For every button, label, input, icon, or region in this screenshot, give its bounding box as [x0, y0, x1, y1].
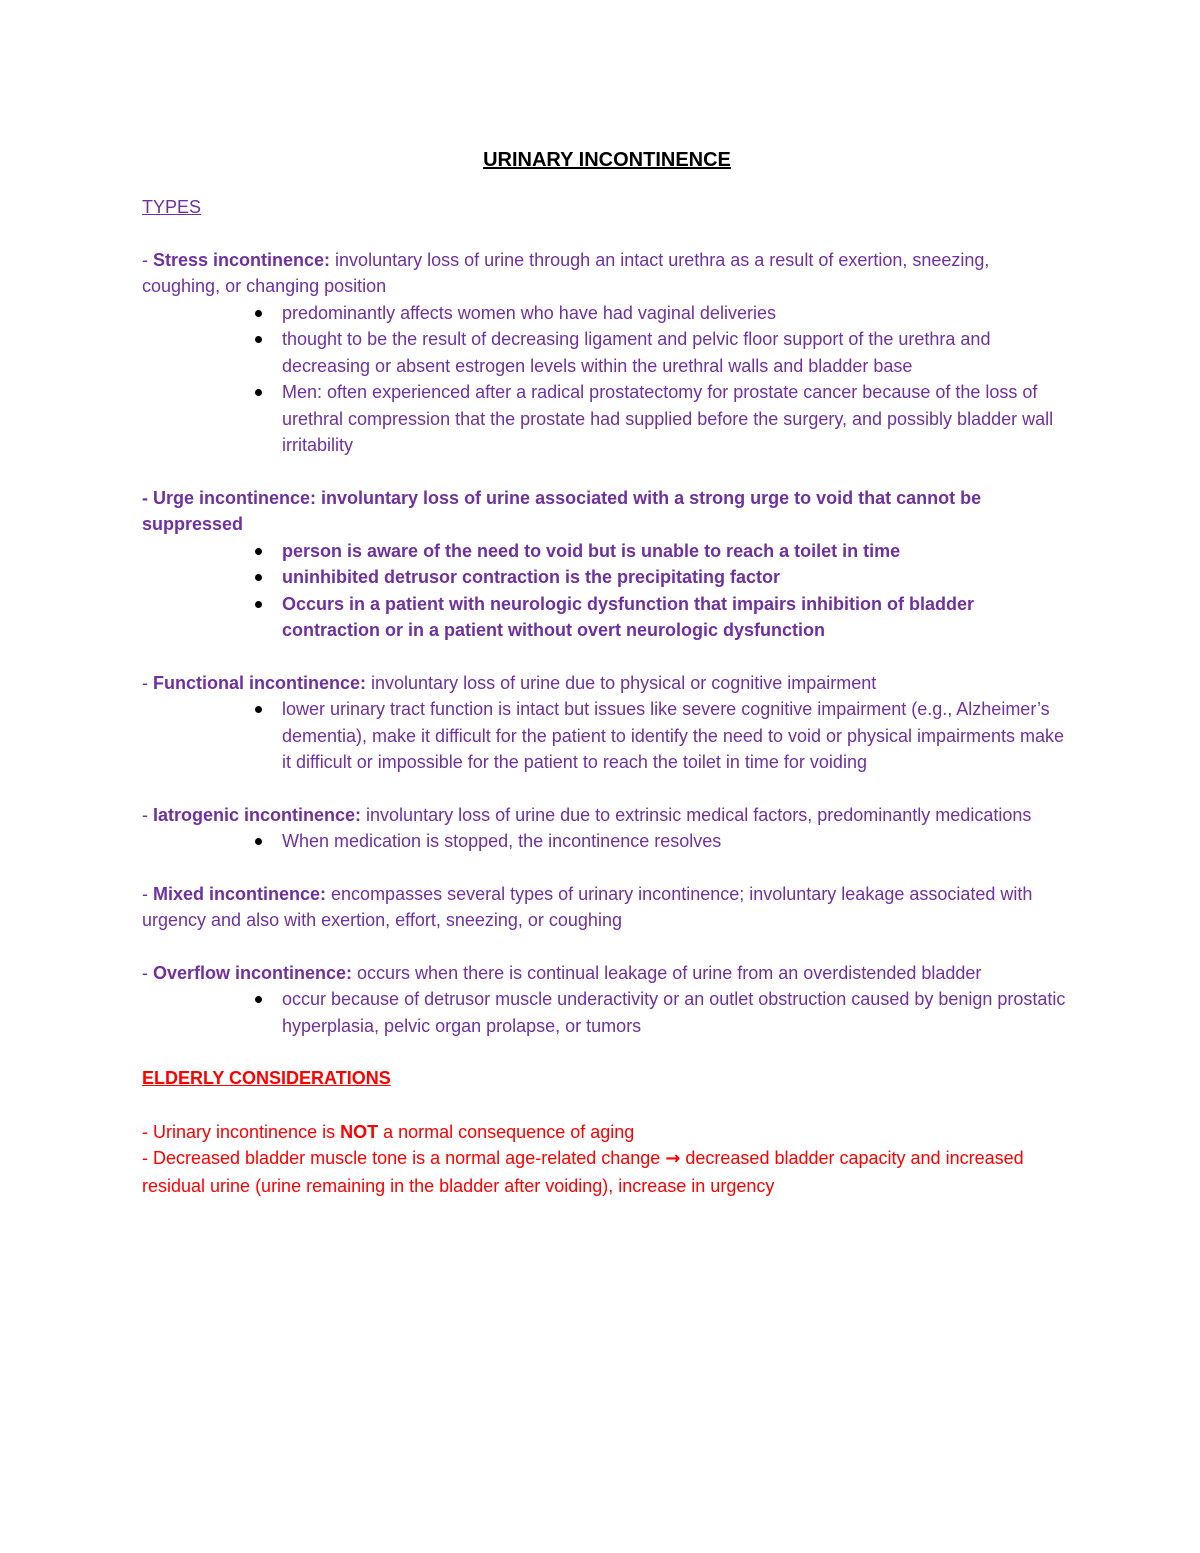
bullet-text: uninhibited detrusor contraction is the precipitating factor — [282, 567, 781, 587]
bullet-icon — [255, 336, 262, 343]
entry-dash: - — [142, 672, 153, 693]
entry-lead — [142, 802, 1072, 829]
entry-term: Stress incontinence: — [153, 249, 331, 270]
elderly-considerations — [142, 1119, 1072, 1200]
entry-term: Functional incontinence: — [153, 672, 367, 693]
entry-iatrogenic-incontinence — [142, 802, 1072, 855]
entry-definition: involuntary loss of urine due to extrinsic medical factors, predominantly medications — [361, 804, 1032, 825]
entry-term: Urge incontinence: — [153, 487, 317, 508]
entry-definition: involuntary loss of urine through an intact urethra as a result of exertion, sneezing, coughing, or changing position — [142, 249, 990, 296]
bullet-list — [142, 696, 1072, 776]
entry-lead — [142, 485, 1072, 538]
entry-dash: - — [142, 883, 153, 904]
entry-dash: - — [142, 487, 153, 508]
entry-lead — [142, 960, 1072, 987]
list-item — [282, 986, 1072, 1039]
bullet-list — [142, 986, 1072, 1039]
elderly-line-1 — [142, 1119, 1072, 1146]
list-item — [282, 300, 1072, 327]
entry-stress-incontinence — [142, 247, 1072, 459]
entry-urge-incontinence — [142, 485, 1072, 644]
bullet-text: occur because of detrusor muscle underactivity or an outlet obstruction caused by benign prostatic hyperplasia, pelvic organ prolapse, or tumors — [282, 989, 1066, 1036]
bullet-text: Occurs in a patient with neurologic dysfunction that impairs inhibition of bladder contraction or in a patient without overt neurologic dysfunction — [282, 593, 975, 640]
bullet-icon — [255, 548, 262, 555]
list-item — [282, 538, 1072, 565]
bullet-icon — [255, 389, 262, 396]
entry-functional-incontinence — [142, 670, 1072, 776]
types-heading: TYPES — [142, 197, 202, 217]
bullet-icon — [255, 574, 262, 581]
bullet-icon — [255, 310, 262, 317]
elderly-text: - Decreased bladder muscle tone is a normal age-related change — [142, 1148, 666, 1168]
list-item — [282, 591, 1072, 644]
bullet-icon — [255, 996, 262, 1003]
bullet-list — [142, 828, 1072, 855]
arrow-right-icon: → — [665, 1148, 681, 1169]
entry-overflow-incontinence — [142, 960, 1072, 1040]
entry-term: Mixed incontinence: — [153, 883, 327, 904]
bullet-icon — [255, 706, 262, 713]
list-item — [282, 379, 1072, 459]
list-item — [282, 696, 1072, 776]
entry-dash: - — [142, 804, 153, 825]
document-page — [142, 146, 1072, 1199]
elderly-text: - Urinary incontinence is — [142, 1121, 341, 1142]
bullet-text: predominantly affects women who have had vaginal deliveries — [282, 302, 776, 323]
bullet-text: thought to be the result of decreasing ligament and pelvic floor support of the urethra and decreasing or absent estrogen levels within the urethral walls and bladder base — [282, 329, 991, 376]
entry-lead — [142, 247, 1072, 300]
list-item — [282, 564, 1072, 591]
entry-mixed-incontinence — [142, 881, 1072, 934]
entry-definition: involuntary loss of urine due to physical or cognitive impairment — [366, 672, 877, 693]
bullet-text: lower urinary tract function is intact but issues like severe cognitive impairment (e.g., Alzheimer’s dementia), make it difficult for the patient to identify the need to void or physical impairments make it difficult or impossible for the patient to reach the toilet in time for voiding — [282, 699, 1065, 772]
entry-definition: involuntary loss of urine associated with a strong urge to void that cannot be suppressed — [142, 487, 982, 534]
bullet-icon — [255, 838, 262, 845]
entry-definition: encompasses several types of urinary incontinence; involuntary leakage associated with urgency and also with exertion, effort, sneezing, or coughing — [142, 883, 1033, 930]
entry-dash: - — [142, 962, 153, 983]
entry-lead — [142, 881, 1072, 934]
page-title: URINARY INCONTINENCE — [483, 149, 731, 171]
bullet-text: When medication is stopped, the incontinence resolves — [282, 831, 722, 851]
list-item — [282, 326, 1072, 379]
list-item — [282, 828, 1072, 855]
elderly-text: decreased bladder capacity and increased residual urine (urine remaining in the bladder after voiding), increase in urgency — [142, 1148, 1024, 1196]
entry-definition: occurs when there is continual leakage of urine from an overdistended bladder — [352, 962, 982, 983]
bullet-list — [142, 538, 1072, 644]
elderly-line-2 — [142, 1145, 1072, 1199]
elderly-emphasis: NOT — [340, 1121, 379, 1142]
bullet-list — [142, 300, 1072, 459]
entry-term: Overflow incontinence: — [153, 962, 353, 983]
bullet-text: person is aware of the need to void but is unable to reach a toilet in time — [282, 540, 901, 561]
bullet-icon — [255, 601, 262, 608]
elderly-text: a normal consequence of aging — [378, 1121, 635, 1142]
entry-lead — [142, 670, 1072, 697]
elderly-heading: ELDERLY CONSIDERATIONS — [142, 1068, 391, 1088]
entry-dash: - — [142, 249, 153, 270]
bullet-text: Men: often experienced after a radical prostatectomy for prostate cancer because of the loss of urethral compression that the prostate had supplied before the surgery, and possibly bladder wall irritability — [282, 382, 1054, 455]
entry-term: Iatrogenic incontinence: — [153, 804, 362, 825]
